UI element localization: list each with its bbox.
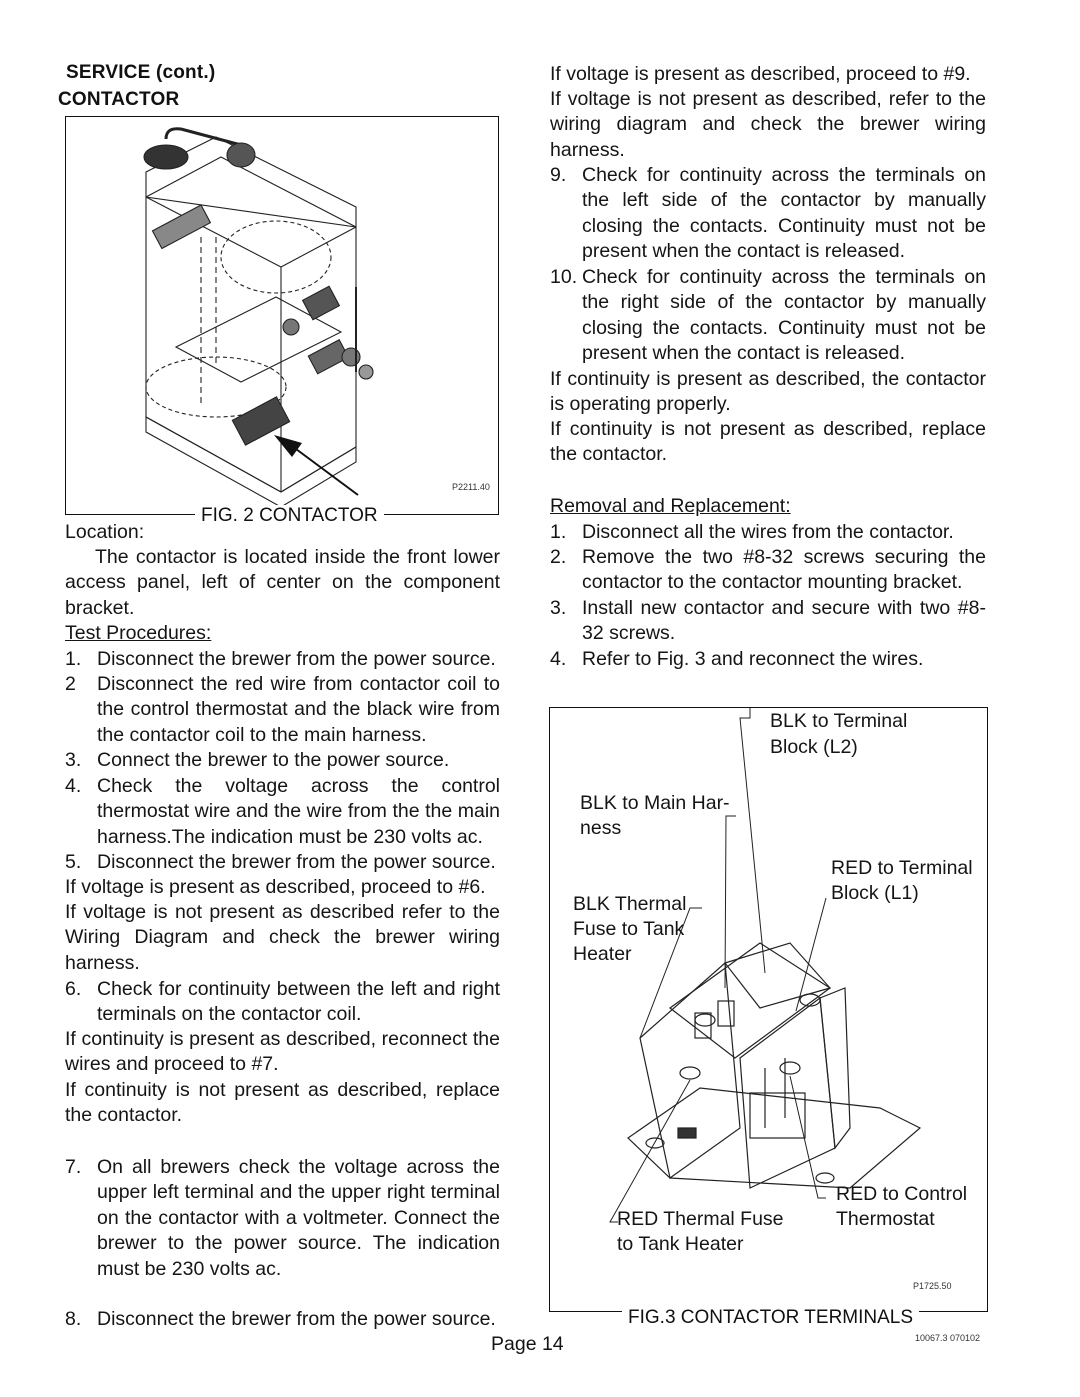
test-step-4 — [65, 774, 500, 850]
note-5a: If voltage is present as described, proceed to #6. — [65, 876, 486, 898]
test-step-8 — [65, 1307, 500, 1332]
test-procedures-heading-text: Test Procedures: — [65, 622, 212, 644]
step-number: 2 — [65, 673, 76, 695]
fig3-label-blk-l2-line1: BLK to Terminal — [770, 710, 908, 732]
step-number: 8. — [65, 1308, 82, 1330]
document-code: 10067.3 070102 — [915, 1333, 981, 1343]
step-number: 2. — [550, 546, 567, 568]
page-number: Page 14 — [491, 1333, 564, 1355]
removal-heading — [550, 494, 791, 519]
removal-step-1 — [550, 520, 986, 545]
fig2-code: P2211.40 — [452, 482, 490, 492]
fig3-label-blk-thermal-line3: Heater — [573, 943, 632, 965]
section-heading: SERVICE (cont.) — [66, 62, 216, 83]
fig3-label-blk-main-line2: ness — [580, 817, 622, 839]
fig2-brewer-illustration — [66, 117, 498, 513]
step-text: Disconnect all the wires from the contactor. — [582, 521, 954, 543]
fig3-code: P1725.50 — [913, 1281, 952, 1291]
fig3-label-red-thermal-line2: to Tank Heater — [617, 1233, 744, 1255]
step-text: Check for continuity between the left and right terminals on the contactor coil. — [97, 978, 500, 1026]
step-number: 4. — [65, 775, 82, 797]
removal-step-2 — [550, 545, 986, 596]
step-text: Disconnect the brewer from the power source. — [97, 851, 496, 873]
test-step-9 — [550, 163, 986, 265]
step-text: Refer to Fig. 3 and reconnect the wires. — [582, 648, 924, 670]
step-number: 1. — [550, 521, 567, 543]
removal-heading-text: Removal and Replacement: — [550, 495, 791, 517]
fig3-caption: FIG.3 CONTACTOR TERMINALS — [622, 1307, 919, 1329]
fig3-label-red-control-line2: Thermostat — [836, 1208, 935, 1230]
note-8a: If voltage is present as described, proceed to #9. — [550, 63, 971, 85]
step-number: 10. — [550, 266, 578, 288]
step-text: Check for continuity across the terminals on the right side of the contactor by manually closing the contacts. Continuity must not be present when the contact is released. — [582, 266, 986, 365]
step-number: 9. — [550, 164, 567, 186]
location-label: Location: — [65, 521, 145, 543]
removal-step-4 — [550, 647, 986, 672]
fig3-label-blk-thermal-line1: BLK Thermal — [573, 893, 687, 915]
note-8b: If voltage is not present as described, refer to the wiring diagram and check the brewer wiring harness. — [550, 88, 986, 161]
test-step-2 — [65, 672, 500, 748]
test-step-1 — [65, 647, 500, 672]
location-text: The contactor is located inside the front lower access panel, left of center on the component bracket. — [65, 546, 500, 619]
fig3-label-blk-l2-line2: Block (L2) — [770, 736, 858, 758]
step-number: 3. — [550, 597, 567, 619]
step-text: Check for continuity across the terminals on the left side of the contactor by manually closing the contacts. Continuity must not be present when the contact is released. — [582, 164, 986, 263]
step-text: Disconnect the brewer from the power source. — [97, 1308, 496, 1330]
fig3-label-red-l1-line2: Block (L1) — [831, 882, 919, 904]
removal-step-3 — [550, 596, 986, 647]
note-5b: If voltage is not present as described refer to the Wiring Diagram and check the brewer wiring harness. — [65, 901, 500, 974]
step-text: Remove the two #8-32 screws securing the contactor to the contactor mounting bracket. — [582, 546, 986, 594]
step-number: 6. — [65, 978, 82, 1000]
step-text: Disconnect the brewer from the power source. — [97, 648, 496, 670]
step-number: 1. — [65, 648, 82, 670]
fig3-label-red-thermal-line1: RED Thermal Fuse — [617, 1208, 784, 1230]
step-number: 7. — [65, 1156, 82, 1178]
step-text: Connect the brewer to the power source. — [97, 749, 450, 771]
step-text: Disconnect the red wire from contactor coil to the control thermostat and the black wire from the contactor coil to the main harness. — [97, 673, 500, 746]
test-step-5 — [65, 850, 500, 875]
test-step-10 — [550, 265, 986, 367]
step-text: Check the voltage across the control thermostat wire and the wire from the the main harness.The indication must be 230 volts ac. — [97, 775, 500, 848]
note-6a: If continuity is present as described, reconnect the wires and proceed to #7. — [65, 1028, 500, 1076]
step-number: 4. — [550, 648, 567, 670]
fig3-label-red-control-line1: RED to Control — [836, 1183, 968, 1205]
note-10a: If continuity is present as described, the contactor is operating properly. — [550, 368, 986, 416]
test-step-6 — [65, 977, 500, 1028]
step-text: Install new contactor and secure with two #8-32 screws. — [582, 597, 986, 645]
test-step-7 — [65, 1155, 500, 1282]
fig3-label-red-l1-line1: RED to Terminal — [831, 857, 973, 879]
fig3-label-blk-main-line1: BLK to Main Har- — [580, 792, 730, 814]
step-number: 3. — [65, 749, 82, 771]
page-title: CONTACTOR — [58, 89, 180, 110]
step-number: 5. — [65, 851, 82, 873]
test-step-3 — [65, 748, 500, 773]
step-text: On all brewers check the voltage across the upper left terminal and the upper right terminal on the contactor with a voltmeter. Connect the brewer to the power source. The indication must be 230 volts ac. — [97, 1156, 500, 1280]
note-10b: If continuity is not present as described, replace the contactor. — [550, 418, 986, 466]
note-6b: If continuity is not present as described, replace the contactor. — [65, 1079, 500, 1127]
test-procedures-heading — [65, 621, 211, 646]
fig2-caption: FIG. 2 CONTACTOR — [195, 505, 384, 527]
fig3-label-blk-thermal-line2: Fuse to Tank — [573, 918, 685, 940]
